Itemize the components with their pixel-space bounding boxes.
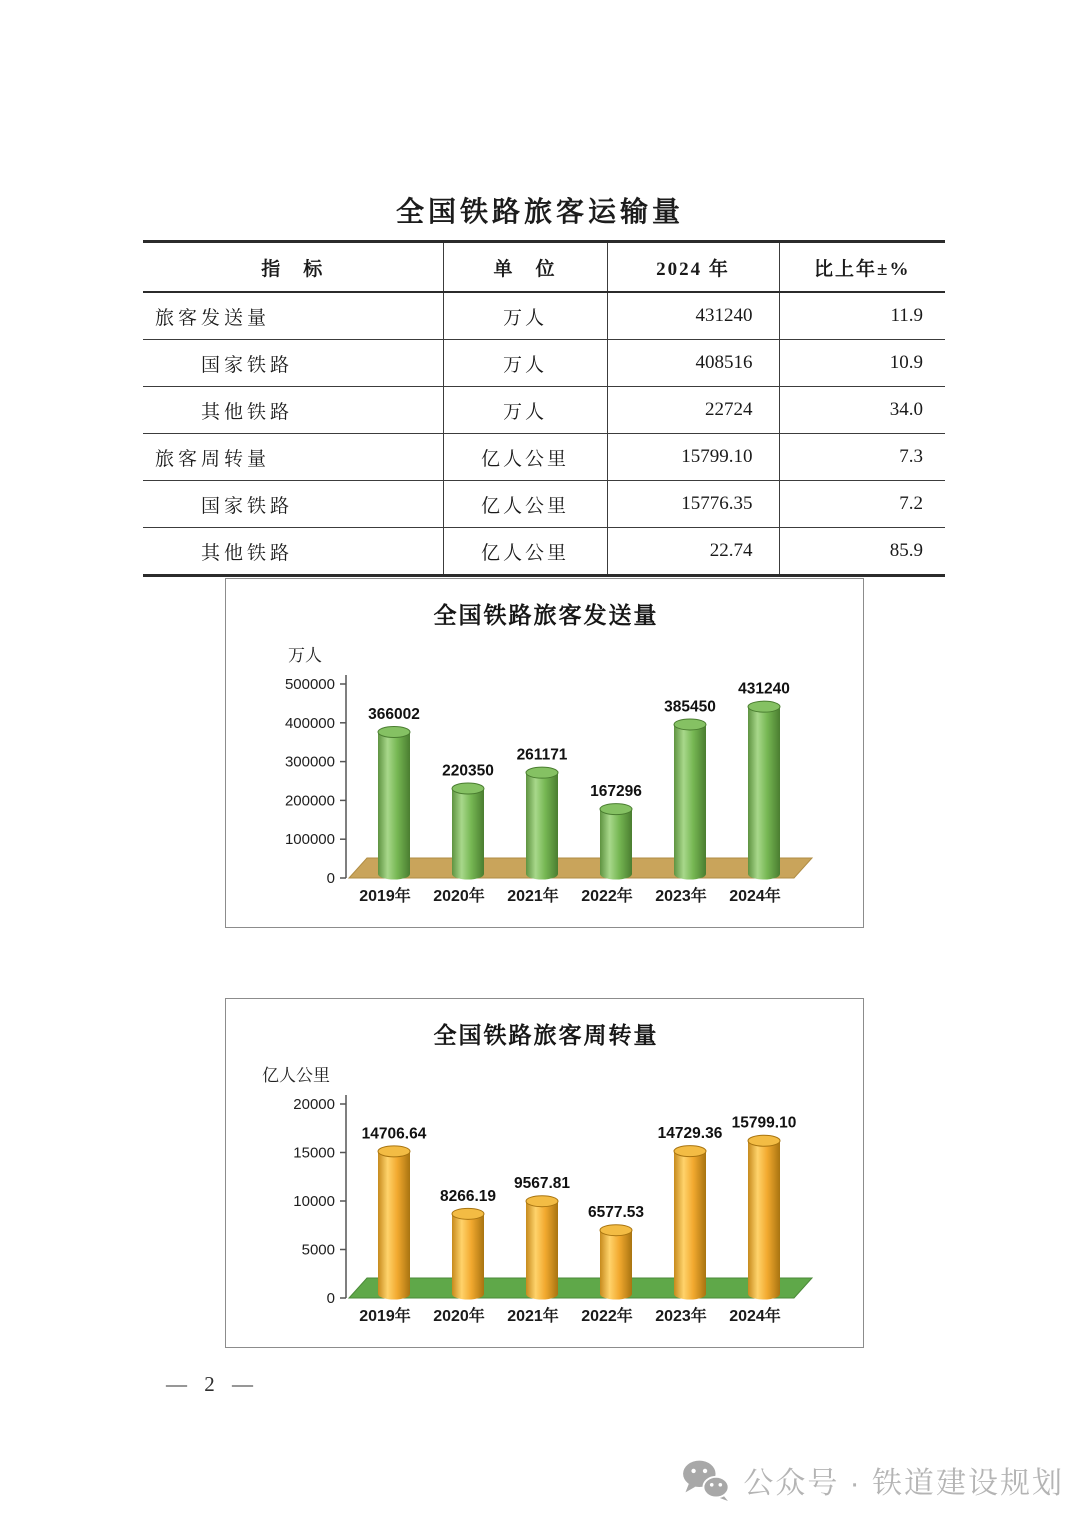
indicator-cell: 其他铁路	[143, 528, 443, 576]
unit-cell: 万人	[443, 340, 607, 387]
x-category-label: 2021年	[507, 1308, 559, 1325]
y-tick-label: 200000	[284, 792, 335, 810]
bar-2022年	[600, 804, 632, 880]
yoy-change-cell: 7.3	[779, 434, 945, 481]
y-tick-label: 400000	[284, 714, 335, 732]
unit-cell: 万人	[443, 292, 607, 340]
bar-2020年	[452, 1208, 484, 1299]
x-category-label: 2022年	[581, 1308, 633, 1325]
y-tick-label: 100000	[284, 831, 335, 849]
bar-value-label: 14706.64	[361, 1125, 427, 1143]
wechat-icon	[681, 1459, 731, 1501]
bar-value-label: 9567.81	[513, 1175, 571, 1193]
x-category-label: 2024年	[729, 1308, 781, 1325]
bar-2023年	[674, 1146, 706, 1300]
chart-title: 全国铁路旅客发送量	[433, 602, 659, 628]
chart-floor	[349, 858, 812, 878]
yoy-change-cell: 85.9	[779, 528, 945, 576]
yoy-change-cell: 11.9	[890, 305, 923, 326]
page-title: 全国铁路旅客运输量	[395, 196, 684, 227]
bar-chart-svg	[226, 999, 863, 1347]
bar-2023年	[674, 719, 706, 880]
bar-value-label: 14729.36	[657, 1125, 723, 1143]
bar-value-label: 431240	[738, 680, 790, 698]
yoy-change-cell: 7.2	[779, 481, 945, 528]
x-category-label: 2019年	[359, 1308, 411, 1325]
x-category-label: 2019年	[359, 888, 411, 905]
chart-title: 全国铁路旅客周转量	[433, 1022, 659, 1048]
bar-value-label: 220350	[442, 762, 494, 780]
value-2024-cell: 15776.35	[607, 481, 779, 528]
table-body	[143, 292, 945, 576]
bar-2020年	[452, 783, 484, 879]
x-category-label: 2023年	[655, 888, 707, 905]
table-header-cell: 单 位	[443, 242, 607, 293]
value-2024-cell: 431240	[607, 292, 779, 340]
bar-2021年	[526, 767, 558, 879]
yoy-change-cell: 34.0	[779, 387, 945, 434]
bar-value-label: 261171	[516, 746, 568, 764]
x-category-label: 2023年	[655, 1308, 707, 1325]
y-tick-label: 500000	[284, 676, 335, 693]
y-tick-label: 0	[326, 1290, 335, 1307]
indicator-cell: 旅客周转量	[143, 434, 443, 481]
page-number: — 2 —	[166, 1372, 254, 1396]
x-category-label: 2021年	[507, 888, 559, 905]
bar-value-label: 15799.10	[731, 1114, 797, 1132]
y-tick-label: 15000	[293, 1144, 335, 1162]
bar-2024年	[748, 701, 780, 879]
bar-chart-svg	[226, 579, 863, 927]
bar-2019年	[378, 1146, 410, 1300]
bar-2022年	[600, 1225, 632, 1300]
indicator-cell: 旅客发送量	[143, 292, 443, 340]
passenger-transport-table	[143, 240, 945, 577]
bar-value-label: 6577.53	[587, 1204, 645, 1222]
value-2024-cell: 15799.10	[607, 434, 779, 481]
table-row	[143, 481, 945, 528]
unit-cell: 万人	[443, 387, 607, 434]
bar-value-label: 8266.19	[439, 1187, 497, 1205]
unit-cell: 亿人公里	[443, 434, 607, 481]
watermark	[681, 1458, 1064, 1502]
table-row	[143, 434, 945, 481]
unit-cell: 亿人公里	[443, 481, 607, 528]
y-tick-label: 0	[326, 870, 335, 887]
value-2024-cell: 22724	[607, 387, 779, 434]
bar-value-label: 385450	[664, 698, 716, 716]
bar-2021年	[526, 1196, 558, 1300]
value-2024-cell: 408516	[607, 340, 779, 387]
chart-unit-label: 亿人公里	[262, 1066, 330, 1085]
bar-value-label: 366002	[368, 705, 420, 723]
bar-value-label: 167296	[590, 783, 642, 801]
table-row	[143, 292, 945, 340]
table-row	[143, 387, 945, 434]
passenger-turnover-chart	[225, 998, 864, 1348]
x-category-label: 2020年	[433, 888, 485, 905]
bar-2024年	[748, 1135, 780, 1299]
value-2024-cell: 22.74	[607, 528, 779, 576]
unit-cell: 亿人公里	[443, 528, 607, 576]
table-header-cell: 比上年±%	[779, 242, 945, 293]
table-row	[143, 340, 945, 387]
y-tick-label: 20000	[293, 1096, 335, 1113]
x-category-label: 2022年	[581, 888, 633, 905]
bar-2019年	[378, 726, 410, 879]
y-tick-label: 10000	[293, 1193, 335, 1210]
chart-floor	[349, 1278, 812, 1298]
indicator-cell: 其他铁路	[143, 387, 443, 434]
x-category-label: 2020年	[433, 1308, 485, 1325]
chart-unit-label: 万人	[288, 646, 322, 665]
indicator-cell: 国家铁路	[143, 481, 443, 528]
y-tick-label: 300000	[284, 753, 335, 771]
passenger-dispatch-chart	[225, 578, 864, 928]
table-header-cell: 指 标	[143, 242, 443, 293]
indicator-cell: 国家铁路	[143, 340, 443, 387]
table-header-row	[143, 242, 945, 293]
watermark-label: 公众号 · 铁道建设规划	[743, 1467, 1064, 1500]
y-tick-label: 5000	[301, 1241, 335, 1259]
x-category-label: 2024年	[729, 888, 781, 905]
table-header-cell: 2024 年	[607, 242, 779, 293]
yoy-change-cell: 10.9	[779, 340, 945, 387]
table-row	[143, 528, 945, 576]
